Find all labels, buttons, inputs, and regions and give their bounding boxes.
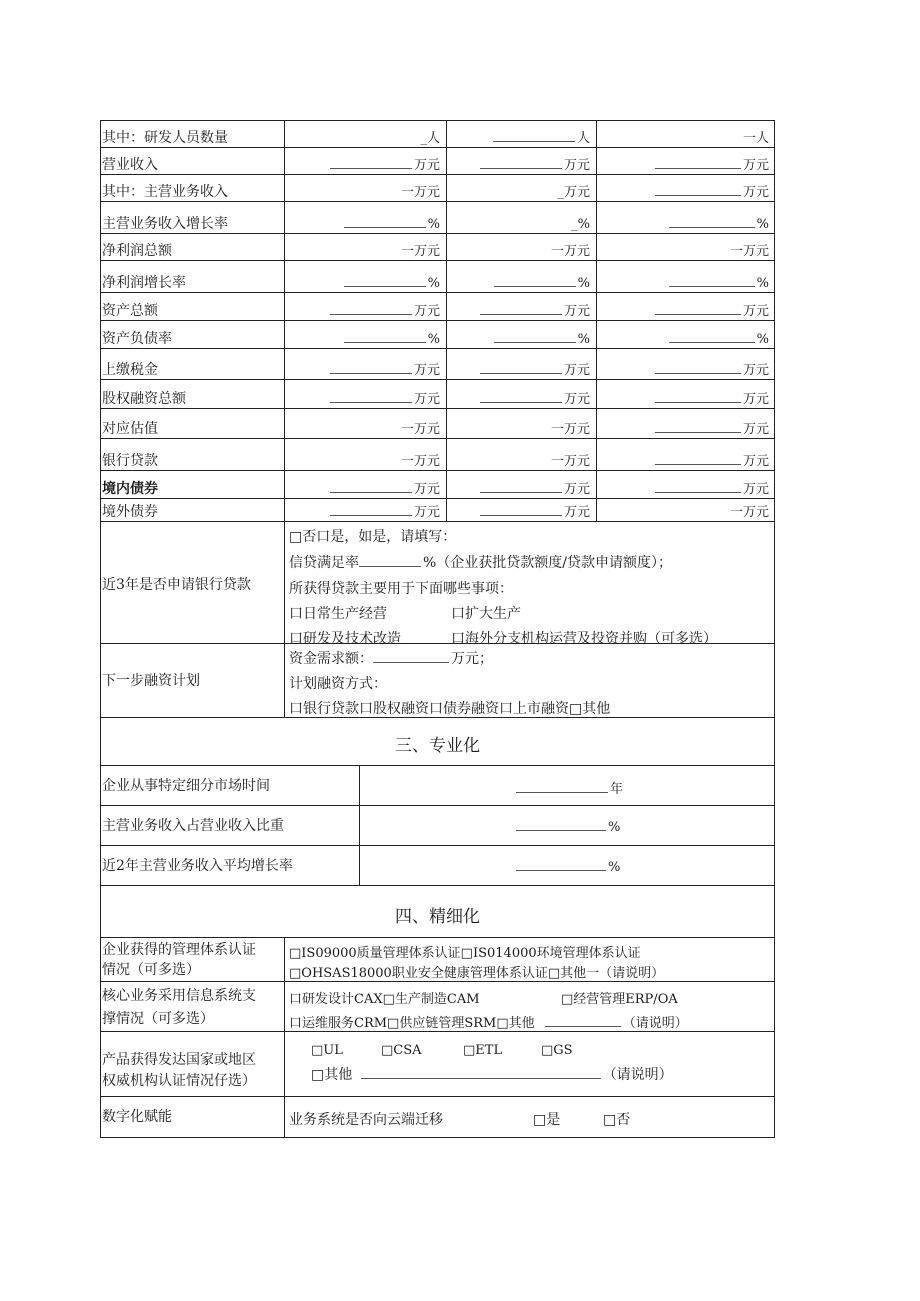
- form-table: [100, 120, 775, 1138]
- fin-label-cell: [100, 409, 284, 438]
- section3-blank-line[interactable]: [516, 858, 606, 871]
- loan-opt-daily[interactable]: 口日常生产经营: [289, 606, 387, 622]
- plan-row: [100, 643, 775, 717]
- cert-row: [100, 937, 775, 981]
- fin-value: [571, 217, 590, 232]
- product-other-note: （请说明）: [602, 1067, 673, 1083]
- fin-value: [730, 501, 769, 520]
- fin-value-cell[interactable]: [284, 409, 446, 438]
- fin-unit: 万元: [563, 363, 590, 378]
- fin-unit: _人: [420, 131, 440, 146]
- fin-value: [551, 418, 590, 437]
- fin-label-cell: [100, 175, 284, 201]
- fin-value: [480, 478, 590, 497]
- fin-label: 净利润增长率: [102, 275, 186, 291]
- fin-value: [655, 154, 769, 173]
- fin-blank-line[interactable]: [480, 480, 562, 493]
- fin-unit: 万元: [742, 185, 769, 200]
- loan-ratio-input[interactable]: [359, 554, 421, 567]
- fin-value: [330, 154, 440, 173]
- fin-blank-line[interactable]: [330, 361, 412, 374]
- info-opt-c: [289, 1012, 688, 1031]
- fin-value-cell[interactable]: [446, 148, 596, 174]
- fin-blank-line[interactable]: [655, 420, 741, 433]
- fin-unit: 一万元: [400, 454, 440, 469]
- fin-unit: 万元: [742, 392, 769, 407]
- fin-value-cell[interactable]: [596, 175, 775, 201]
- fin-value-cell[interactable]: [284, 439, 446, 470]
- fin-value-cell[interactable]: [284, 234, 446, 260]
- section3-label: 近2年主营业务收入平均增长率: [102, 858, 293, 874]
- fin-value-cell[interactable]: [284, 175, 446, 201]
- fin-blank-line[interactable]: [669, 330, 755, 343]
- section3-row: [100, 765, 775, 805]
- fin-label-cell: [100, 349, 284, 379]
- fin-label-cell: [100, 121, 284, 147]
- fin-label: 营业收入: [102, 157, 158, 173]
- fin-blank-line[interactable]: [344, 274, 426, 287]
- fin-value: [330, 300, 440, 319]
- fin-row: [100, 233, 775, 260]
- fin-value-cell[interactable]: [446, 380, 596, 408]
- section3-unit: %: [608, 820, 621, 835]
- info-other-note: （请说明）: [622, 1016, 688, 1031]
- fin-row: [100, 320, 775, 348]
- fin-unit: 万元: [563, 304, 590, 319]
- fin-unit: %: [756, 276, 769, 291]
- fin-unit: %: [427, 276, 440, 291]
- loan-line-1[interactable]: □否口是，如是，请填写：: [289, 529, 457, 545]
- loan-row: [100, 521, 775, 647]
- fin-value: [480, 388, 590, 407]
- fin-value-cell[interactable]: [596, 148, 775, 174]
- fin-value-cell[interactable]: [284, 293, 446, 320]
- fin-unit: %: [756, 217, 769, 232]
- fin-value-cell[interactable]: [446, 349, 596, 379]
- fin-label: 资产负债率: [102, 331, 172, 347]
- fin-value: [344, 215, 440, 232]
- fin-row: [100, 260, 775, 292]
- fin-value: [330, 388, 440, 407]
- product-label-2: 权威机构认证情况仔选）: [102, 1073, 256, 1089]
- fin-unit: 万元: [742, 422, 769, 437]
- fin-unit: %: [427, 332, 440, 347]
- section3-label-cell: [100, 766, 359, 805]
- fin-value-cell[interactable]: [596, 293, 775, 320]
- info-opt-c-label[interactable]: 口运维服务CRM□供应链管理SRM□其他: [289, 1016, 535, 1031]
- fin-label-cell: [100, 471, 284, 498]
- section3-label: 企业从事特定细分市场时间: [102, 778, 270, 794]
- fin-value-cell[interactable]: [284, 121, 446, 147]
- fin-value: [669, 274, 769, 291]
- product-gs[interactable]: □GS: [541, 1043, 573, 1058]
- section3-value-cell[interactable]: [359, 806, 775, 845]
- cert-label-1: 企业获得的管理体系认证: [102, 942, 256, 958]
- fin-blank-line[interactable]: [480, 390, 562, 403]
- fin-label: 对应估值: [102, 421, 158, 437]
- info-label-1: 核心业务采用信息系统支: [102, 988, 256, 1004]
- product-ul[interactable]: □UL: [311, 1043, 343, 1058]
- fin-unit: 一万元: [400, 422, 440, 437]
- fin-value-cell[interactable]: [596, 439, 775, 470]
- section3-value: [516, 818, 620, 835]
- fin-unit: 万元: [742, 454, 769, 469]
- fin-value-cell[interactable]: [596, 234, 775, 260]
- product-label-1: 产品获得发达国家或地区: [102, 1052, 256, 1068]
- fin-value-cell[interactable]: [446, 439, 596, 470]
- plan-label: 下一步融资计划: [102, 673, 200, 689]
- digital-label: 数字化赋能: [102, 1109, 172, 1125]
- fin-row: [100, 147, 775, 174]
- fin-unit: %: [756, 332, 769, 347]
- fin-blank-line[interactable]: [655, 390, 741, 403]
- fin-row: [100, 174, 775, 201]
- section3-value-cell[interactable]: [359, 846, 775, 885]
- fin-blank-line[interactable]: [655, 480, 741, 493]
- fin-blank-line[interactable]: [480, 156, 562, 169]
- fin-blank-line[interactable]: [655, 156, 741, 169]
- fin-value: [655, 450, 769, 469]
- fin-value: [669, 330, 769, 347]
- fin-value: [655, 388, 769, 407]
- digital-question: 业务系统是否向云端迁移: [289, 1112, 443, 1128]
- info-opt-a[interactable]: 口研发设计CAX□生产制造CAM: [289, 992, 480, 1007]
- fin-value-cell[interactable]: [596, 499, 775, 521]
- fin-value-cell[interactable]: [596, 471, 775, 498]
- fin-unit: 万元: [742, 158, 769, 173]
- fin-value: [480, 154, 590, 173]
- fin-unit: _万元: [557, 185, 590, 200]
- fin-value-cell[interactable]: [284, 321, 446, 348]
- fin-value-cell[interactable]: [446, 121, 596, 147]
- section4-header: [100, 885, 775, 937]
- fin-unit: 一万元: [729, 505, 769, 520]
- fin-value: [401, 418, 440, 437]
- section3-value-cell[interactable]: [359, 766, 775, 805]
- fin-blank-line[interactable]: [330, 156, 412, 169]
- fin-unit: 一万元: [550, 244, 590, 259]
- fin-value: [557, 181, 590, 200]
- loan-label: 近3年是否申请银行贷款: [102, 577, 251, 593]
- plan-amount-unit: 万元；: [451, 651, 493, 667]
- fin-value: [655, 478, 769, 497]
- fin-unit: 一万元: [400, 185, 440, 200]
- section4-title: 四、精细化: [395, 907, 480, 927]
- digital-yes[interactable]: □是: [533, 1112, 561, 1128]
- fin-unit: 万元: [742, 482, 769, 497]
- fin-value: [493, 127, 590, 146]
- fin-blank-line[interactable]: [494, 330, 576, 343]
- fin-label: 境内债券: [102, 481, 158, 497]
- section3-header: [100, 717, 775, 765]
- fin-label: 其中：主营业务收入: [102, 184, 228, 200]
- fin-value-cell[interactable]: [596, 202, 775, 233]
- fin-value-cell[interactable]: [596, 321, 775, 348]
- info-other-input[interactable]: [545, 1014, 621, 1027]
- fin-value-cell[interactable]: [446, 175, 596, 201]
- cert-options-2[interactable]: □OHSAS18000职业安全健康管理体系认证□其他一（请说明）: [289, 966, 665, 981]
- loan-ratio-label: 信贷满足率: [289, 555, 359, 571]
- fin-label-cell: [100, 380, 284, 408]
- fin-blank-line[interactable]: [344, 330, 426, 343]
- fin-value-cell[interactable]: [596, 380, 775, 408]
- fin-unit: 人: [576, 131, 590, 146]
- fin-unit: 万元: [742, 363, 769, 378]
- fin-value: [330, 359, 440, 378]
- product-row: [100, 1031, 775, 1096]
- fin-blank-line[interactable]: [330, 503, 412, 516]
- fin-value-cell[interactable]: [284, 202, 446, 233]
- fin-row: [100, 498, 775, 521]
- fin-row: [100, 379, 775, 408]
- fin-label-cell: [100, 499, 284, 521]
- fin-blank-line[interactable]: [669, 274, 755, 287]
- plan-line-1: [289, 648, 493, 668]
- fin-value-cell[interactable]: [284, 471, 446, 498]
- fin-value: [420, 127, 440, 146]
- fin-value: [551, 450, 590, 469]
- fin-label: 境外债券: [102, 504, 158, 520]
- fin-unit: 一人: [742, 131, 769, 146]
- fin-value-cell[interactable]: [446, 409, 596, 438]
- fin-label-cell: [100, 202, 284, 233]
- fin-blank-line[interactable]: [480, 503, 562, 516]
- fin-unit: %: [577, 276, 590, 291]
- fin-unit: 万元: [742, 304, 769, 319]
- fin-label-cell: [100, 293, 284, 320]
- fin-value: [655, 300, 769, 319]
- fin-label: 银行贷款: [102, 453, 158, 469]
- fin-value: [344, 330, 440, 347]
- fin-value-cell[interactable]: [446, 499, 596, 521]
- section3-unit: 年: [610, 782, 624, 797]
- fin-label: 上缴税金: [102, 362, 158, 378]
- fin-label-cell: [100, 439, 284, 470]
- fin-value: [480, 359, 590, 378]
- fin-label: 主营业务收入增长率: [102, 216, 228, 232]
- fin-value: [480, 300, 590, 319]
- fin-row: [100, 408, 775, 438]
- fin-value-cell[interactable]: [446, 261, 596, 292]
- fin-label: 资产总额: [102, 303, 158, 319]
- fin-blank-line[interactable]: [330, 480, 412, 493]
- product-other-input[interactable]: [361, 1066, 601, 1079]
- fin-unit: 万元: [563, 482, 590, 497]
- fin-value: [743, 127, 769, 146]
- fin-row: [100, 120, 775, 147]
- fin-unit: %: [577, 332, 590, 347]
- fin-blank-line[interactable]: [480, 361, 562, 374]
- section3-blank-line[interactable]: [516, 780, 608, 793]
- fin-row: [100, 470, 775, 498]
- section3-title: 三、专业化: [395, 736, 480, 756]
- section3-unit: %: [608, 860, 621, 875]
- fin-value: [401, 181, 440, 200]
- fin-unit: _%: [571, 217, 590, 232]
- fin-value-cell[interactable]: [596, 261, 775, 292]
- fin-value-cell[interactable]: [284, 261, 446, 292]
- fin-label-cell: [100, 321, 284, 348]
- loan-ratio-note: %（企业获批贷款额度/贷款申请额度）；: [423, 555, 673, 571]
- fin-value-cell[interactable]: [596, 349, 775, 379]
- fin-value-cell[interactable]: [446, 471, 596, 498]
- fin-value-cell[interactable]: [284, 499, 446, 521]
- fin-value-cell[interactable]: [284, 349, 446, 379]
- digital-row: [100, 1096, 775, 1138]
- fin-unit: 万元: [563, 158, 590, 173]
- digital-no[interactable]: □否: [603, 1112, 631, 1128]
- product-other-line: [311, 1064, 673, 1084]
- fin-value: [655, 181, 769, 200]
- fin-label: 净利润总额: [102, 243, 172, 259]
- fin-blank-line[interactable]: [655, 302, 741, 315]
- fin-value-cell[interactable]: [284, 380, 446, 408]
- section3-row: [100, 805, 775, 845]
- fin-label-cell: [100, 234, 284, 260]
- fin-value: [401, 240, 440, 259]
- plan-amount-input[interactable]: [373, 650, 449, 663]
- fin-blank-line[interactable]: [494, 274, 576, 287]
- fin-value: [494, 330, 590, 347]
- section3-label-cell: [100, 806, 359, 845]
- fin-value: [344, 274, 440, 291]
- plan-line-2: 计划融资方式：: [289, 676, 387, 692]
- fin-value-cell[interactable]: [446, 321, 596, 348]
- fin-unit: %: [427, 217, 440, 232]
- fin-blank-line[interactable]: [493, 129, 575, 142]
- section3-label: 主营业务收入占营业收入比重: [102, 818, 284, 834]
- fin-value: [494, 274, 590, 291]
- fin-unit: 万元: [413, 304, 440, 319]
- fin-blank-line[interactable]: [330, 390, 412, 403]
- fin-value-cell[interactable]: [446, 202, 596, 233]
- section3-value: [516, 778, 623, 797]
- loan-opt-overseas[interactable]: 口海外分支机构运营及投资并购（可多选）: [451, 631, 717, 647]
- fin-unit: 万元: [413, 505, 440, 520]
- fin-value-cell[interactable]: [284, 148, 446, 174]
- fin-unit: 万元: [413, 392, 440, 407]
- plan-methods[interactable]: 口银行贷款口股权融资口债券融资口上市融资□其他: [289, 701, 611, 717]
- fin-unit: 万元: [563, 505, 590, 520]
- fin-value: [730, 240, 769, 259]
- fin-value-cell[interactable]: [596, 121, 775, 147]
- fin-blank-line[interactable]: [344, 215, 426, 228]
- fin-label: 股权融资总额: [102, 391, 186, 407]
- fin-blank-line[interactable]: [655, 183, 741, 196]
- fin-blank-line[interactable]: [655, 361, 741, 374]
- section3-blank-line[interactable]: [516, 818, 606, 831]
- fin-row: [100, 348, 775, 379]
- fin-unit: 一万元: [550, 454, 590, 469]
- plan-amount-label: 资金需求额：: [289, 651, 373, 667]
- fin-blank-line[interactable]: [655, 452, 741, 465]
- fin-value-cell[interactable]: [446, 234, 596, 260]
- section3-label-cell: [100, 846, 359, 885]
- fin-value: [655, 359, 769, 378]
- fin-value: [655, 418, 769, 437]
- fin-row: [100, 438, 775, 470]
- fin-value: [401, 450, 440, 469]
- loan-opt-expand[interactable]: 口扩大生产: [451, 606, 521, 622]
- product-other[interactable]: □其他: [311, 1067, 353, 1083]
- fin-blank-line[interactable]: [669, 215, 755, 228]
- fin-unit: 万元: [563, 392, 590, 407]
- fin-unit: 万元: [413, 363, 440, 378]
- product-csa[interactable]: □CSA: [381, 1043, 422, 1058]
- product-etl[interactable]: □ETL: [463, 1043, 503, 1058]
- loan-line-2: [289, 552, 672, 572]
- fin-unit: 一万元: [400, 244, 440, 259]
- fin-blank-line[interactable]: [330, 302, 412, 315]
- fin-unit: 万元: [413, 482, 440, 497]
- fin-value-cell[interactable]: [596, 409, 775, 438]
- section3-row: [100, 845, 775, 885]
- fin-value: [669, 215, 769, 232]
- fin-label: 其中：研发人员数量: [102, 130, 228, 146]
- info-label-2: 撑情况（可多选）: [102, 1011, 214, 1027]
- section3-value: [516, 858, 620, 875]
- info-row: [100, 981, 775, 1031]
- info-opt-b[interactable]: □经营管理ERP/OA: [561, 992, 678, 1007]
- cert-label-2: 情况（可多选）: [102, 962, 200, 978]
- fin-unit: 万元: [413, 158, 440, 173]
- fin-row: [100, 292, 775, 320]
- fin-blank-line[interactable]: [480, 302, 562, 315]
- fin-label-cell: [100, 261, 284, 292]
- fin-value: [330, 501, 440, 520]
- cert-options-1[interactable]: □IS09000质量管理体系认证□IS014000环境管理体系认证: [289, 946, 641, 961]
- fin-row: [100, 201, 775, 233]
- fin-value: [480, 501, 590, 520]
- fin-unit: 一万元: [550, 422, 590, 437]
- loan-line-3: 所获得贷款主要用于下面哪些事项：: [289, 581, 513, 597]
- fin-value-cell[interactable]: [446, 293, 596, 320]
- loan-opt-rnd[interactable]: 口研发及技术改造: [289, 631, 401, 647]
- fin-value: [330, 478, 440, 497]
- fin-unit: 一万元: [729, 244, 769, 259]
- fin-value: [551, 240, 590, 259]
- fin-label-cell: [100, 148, 284, 174]
